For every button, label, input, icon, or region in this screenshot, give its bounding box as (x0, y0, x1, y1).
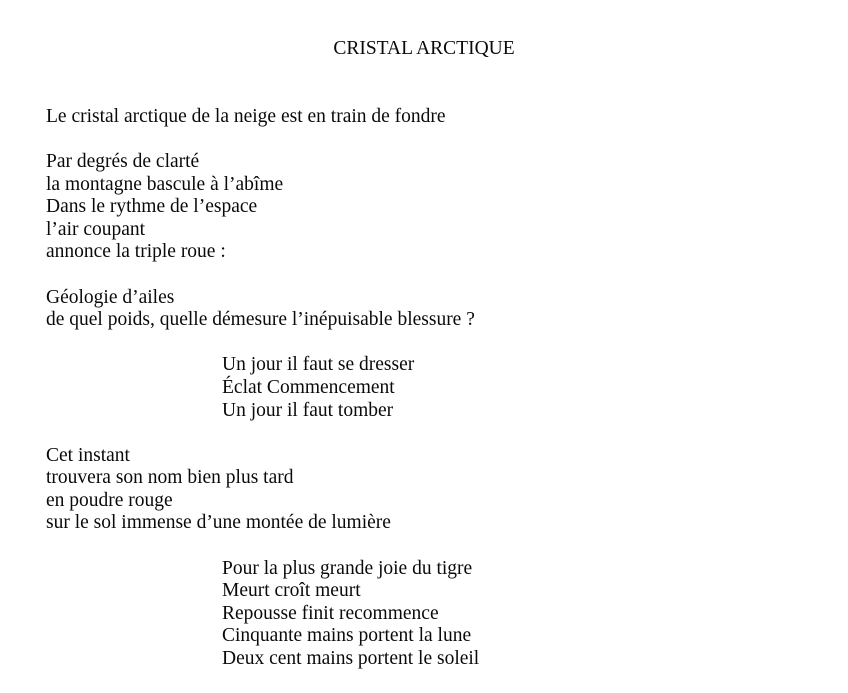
stanza-3 (46, 287, 808, 332)
stanza-4-indented (222, 354, 808, 422)
poem-line: Un jour il faut se dresser (222, 354, 415, 376)
poem-line: Par degrés de clarté (46, 150, 200, 172)
stanza-2 (46, 151, 808, 264)
poem-line: Géologie d’ailes (46, 286, 175, 308)
poem-line: Cinquante mains portent la lune (222, 625, 472, 647)
poem-line: Meurt croît meurt (222, 580, 361, 602)
poem-line: l’air coupant (46, 218, 146, 240)
poem-line: trouvera son nom bien plus tard (46, 467, 294, 489)
poem-line: Deux cent mains portent le soleil (222, 648, 480, 670)
poem-title: CRISTAL ARCTIQUE (333, 38, 515, 59)
stanza-5 (46, 445, 808, 535)
stanza-1 (46, 106, 808, 129)
poem-line: Cet instant (46, 444, 130, 466)
poem-line: Le cristal arctique de la neige est en train de fondre (46, 105, 446, 127)
poem-line: Un jour il faut tomber (222, 399, 394, 421)
poem-line: la montagne bascule à l’abîme (46, 173, 284, 195)
poem-line: Dans le rythme de l’espace (46, 196, 258, 218)
poem-line: sur le sol immense d’une montée de lumière (46, 512, 391, 534)
poem-line: en poudre rouge (46, 489, 173, 511)
poem-line: Pour la plus grande joie du tigre (222, 557, 473, 579)
poem-line: Repousse finit recommence (222, 602, 439, 624)
poem-line: de quel poids, quelle démesure l’inépuisable blessure ? (46, 309, 475, 331)
stanza-6-indented (222, 558, 808, 671)
poem-line: annonce la triple roue : (46, 241, 226, 263)
poem-line: Éclat Commencement (222, 376, 395, 398)
